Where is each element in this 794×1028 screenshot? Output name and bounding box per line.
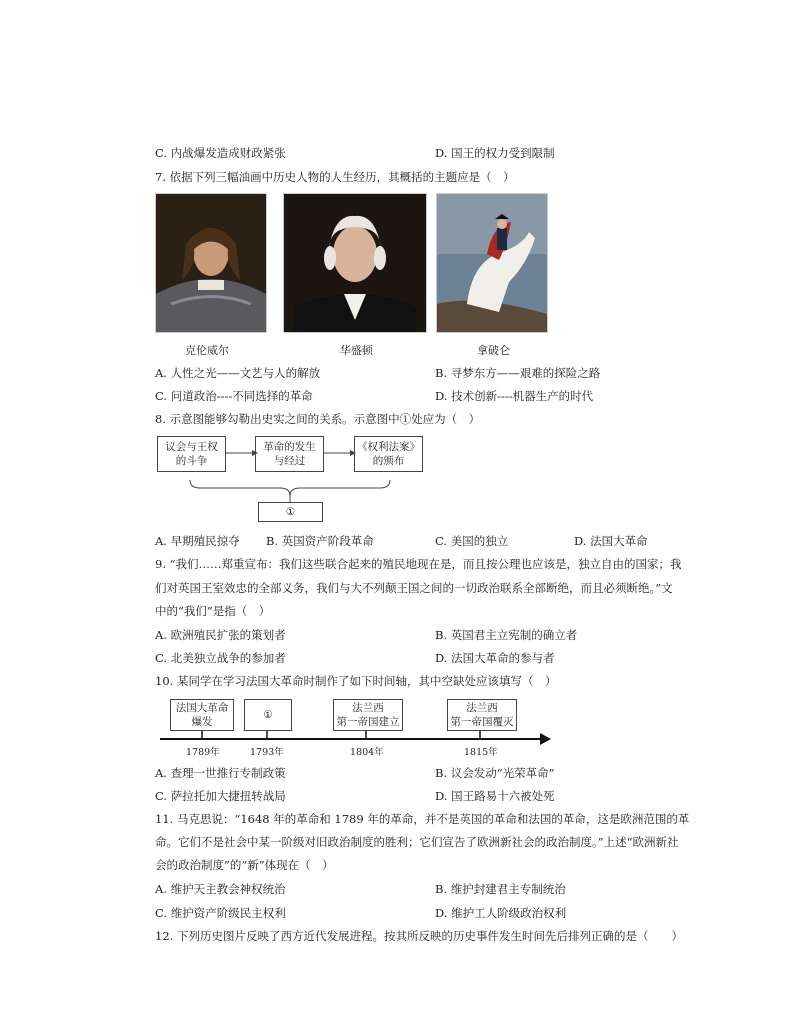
q7-option-c: C. 问道政治----不同选择的革命 xyxy=(155,389,313,403)
timeline-event-1789-line2: 爆发 xyxy=(191,716,213,728)
q10-option-c: C. 萨拉托加大捷扭转战局 xyxy=(155,789,286,803)
caption-washington: 华盛顿 xyxy=(340,344,373,357)
q9-line2: 们对英国王室效忠的全部义务，我们与大不列颠王国之间的一切政治联系全部断绝，而且必须断绝。”文 xyxy=(155,581,673,595)
washington-portrait xyxy=(283,193,427,333)
q7-option-d: D. 技术创新----机器生产的时代 xyxy=(435,389,594,403)
q8-stem: 8. 示意图能够勾勒出史实之间的关系。示意图中①处应为（ ） xyxy=(155,412,481,426)
q9-option-a: A. 欧洲殖民扩张的策划者 xyxy=(155,628,286,642)
flow-box-struggle-line2: 的斗争 xyxy=(175,455,208,467)
q7-stem: 7. 依据下列三幅油画中历史人物的人生经历，其概括的主题应是（ ） xyxy=(155,170,515,184)
q10-option-a: A. 查理一世推行专制政策 xyxy=(155,766,286,780)
q8-option-d: D. 法国大革命 xyxy=(574,534,648,548)
timeline-year-1789: 1789年 xyxy=(186,747,220,758)
timeline-event-1789-line1: 法国大革命 xyxy=(175,702,229,714)
flow-box-struggle-line1: 议会与王权 xyxy=(165,441,218,453)
timeline-event-1789 xyxy=(170,699,234,731)
q6-option-d: D. 国王的权力受到限制 xyxy=(435,146,555,160)
timeline-event-1815 xyxy=(447,699,517,731)
flow-box-bill-line2: 的颁布 xyxy=(372,455,405,467)
flow-blank-label: ① xyxy=(285,506,296,518)
q8-option-a: A. 早期殖民掠夺 xyxy=(155,534,240,548)
q10-option-d: D. 国王路易十六被处死 xyxy=(435,789,555,803)
timeline-event-1815-line1: 法兰西 xyxy=(466,702,498,714)
flow-box-bill-line1: 《权利法案》 xyxy=(357,441,420,453)
timeline-blank-label: ① xyxy=(263,709,273,721)
timeline-event-1793-blank xyxy=(244,699,292,731)
flow-box-revolution-line1: 革命的发生 xyxy=(263,441,316,453)
flow-blank-box xyxy=(258,502,323,522)
timeline-event-1804-line1: 法兰西 xyxy=(352,702,384,714)
caption-napoleon: 拿破仑 xyxy=(477,344,510,357)
q10-stem: 10. 某同学在学习法国大革命时制作了如下时间轴，其中空缺处应该填写（ ） xyxy=(155,674,557,688)
q7-option-b: B. 寻梦东方——艰难的探险之路 xyxy=(435,366,601,380)
q11-option-b: B. 维护封建君主专制统治 xyxy=(435,882,566,896)
timeline-event-1815-line2: 第一帝国覆灭 xyxy=(450,716,514,728)
q9-option-b: B. 英国君主立宪制的确立者 xyxy=(435,628,578,642)
napoleon-painting xyxy=(436,193,548,333)
caption-cromwell: 克伦威尔 xyxy=(185,344,229,357)
timeline-year-1815: 1815年 xyxy=(464,747,498,758)
q6-option-c: C. 内战爆发造成财政紧张 xyxy=(155,146,286,160)
q11-option-a: A. 维护天主教会神权统治 xyxy=(155,882,286,896)
q8-option-c: C. 美国的独立 xyxy=(435,534,509,548)
timeline-year-1804: 1804年 xyxy=(350,747,384,758)
q8-option-b: B. 英国资产阶段革命 xyxy=(266,534,374,548)
q11-option-c: C. 维护资产阶级民主权利 xyxy=(155,906,286,920)
q9-line3: 中的“我们”是指（ ） xyxy=(155,604,271,618)
timeline-event-1804-line2: 第一帝国建立 xyxy=(336,716,400,728)
q11-line2: 命。它们不是社会中某一阶级对旧政治制度的胜利；它们宣告了欧洲新社会的政治制度。”上述“欧洲新社 xyxy=(155,835,679,849)
flow-box-revolution-line2: 与经过 xyxy=(273,455,306,467)
q10-option-b: B. 议会发动“光荣革命” xyxy=(435,766,555,780)
q7-option-a: A. 人性之光——文艺与人的解放 xyxy=(155,366,321,380)
q11-line3: 会的政治制度”的“新”体现在（ ） xyxy=(155,858,334,872)
q9-line1: 9. “我们……郑重宣布：我们这些联合起来的殖民地现在是，而且按公理也应该是，独立自由的国家；我 xyxy=(155,557,682,571)
q12-stem: 12. 下列历史图片反映了西方近代发展进程。按其所反映的历史事件发生时间先后排列正确的是（ ） xyxy=(155,929,683,943)
cromwell-portrait xyxy=(155,193,267,333)
timeline-year-1793: 1793年 xyxy=(250,747,284,758)
q9-option-d: D. 法国大革命的参与者 xyxy=(435,651,555,665)
q11-option-d: D. 维护工人阶级政治权利 xyxy=(435,906,567,920)
timeline-event-1804 xyxy=(333,699,403,731)
q11-line1: 11. 马克思说：“1648 年的革命和 1789 年的革命，并不是英国的革命和法国的革命，这是欧洲范围的革 xyxy=(155,812,690,826)
q9-option-c: C. 北美独立战争的参加者 xyxy=(155,651,286,665)
